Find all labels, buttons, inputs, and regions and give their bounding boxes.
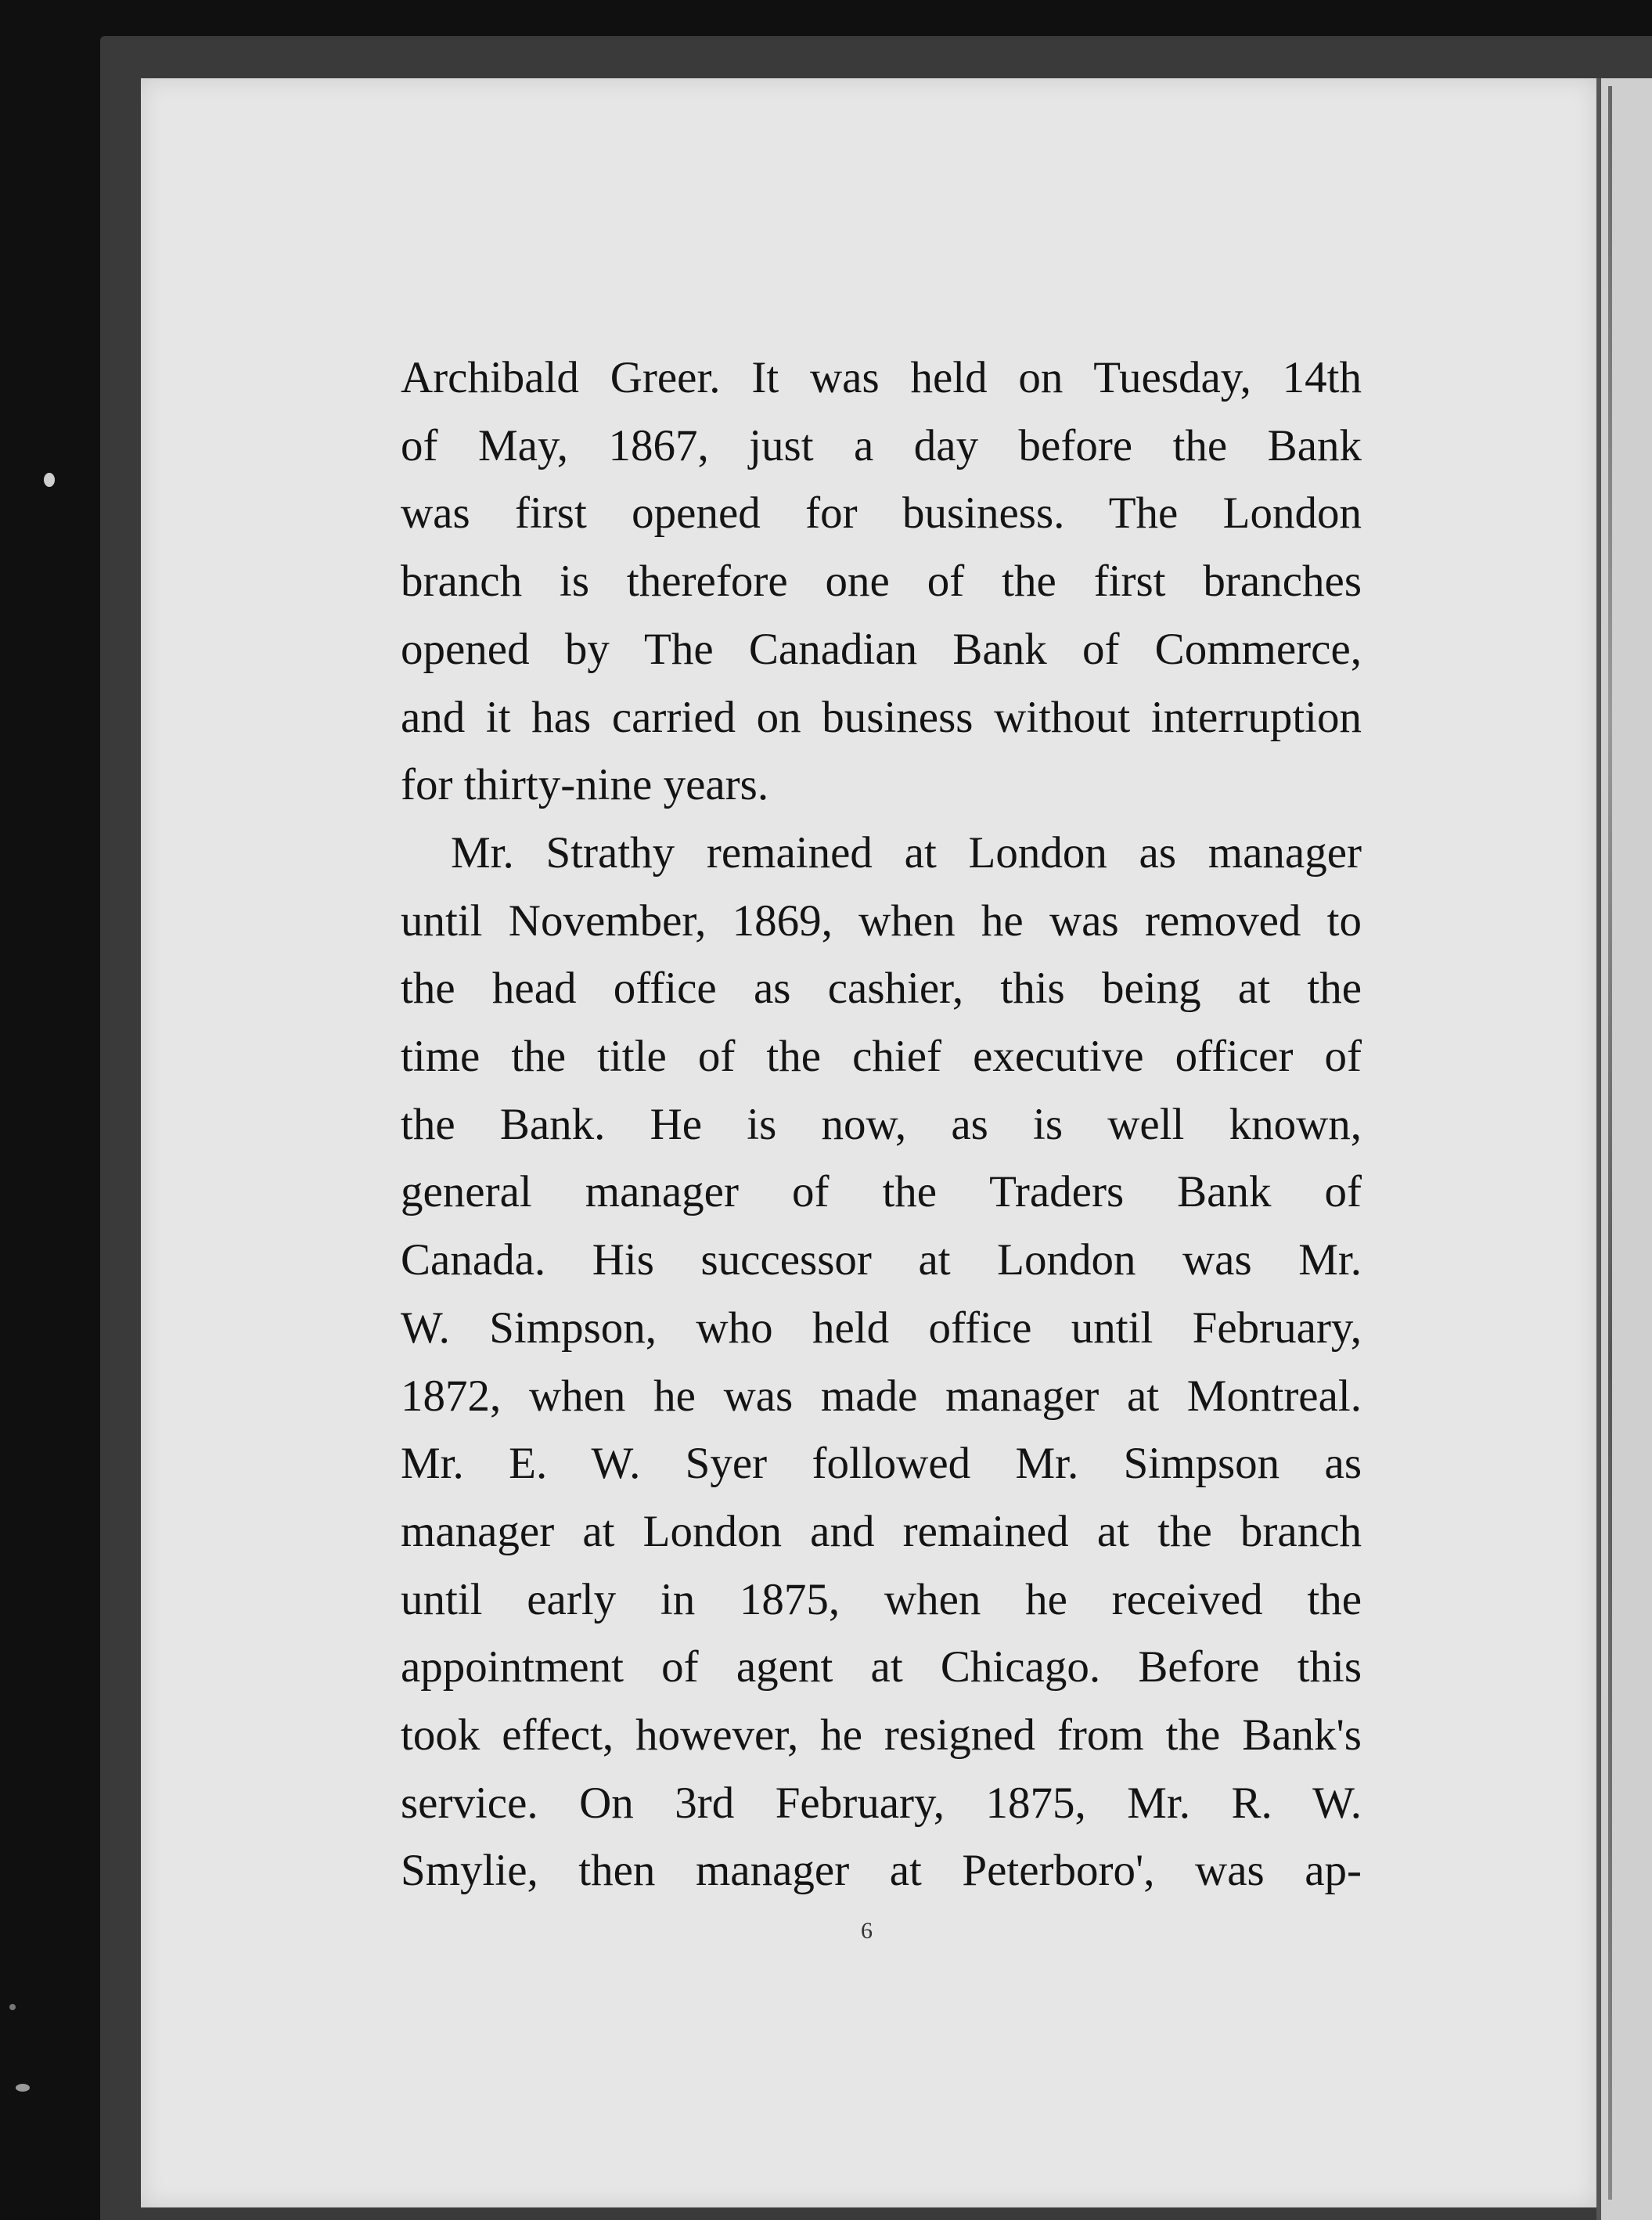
text-line: W. Simpson, who held office until February, [401,1303,1362,1353]
text-line: 1872, when he was made manager at Montreal. [401,1371,1362,1421]
text-line: the head office as cashier, this being at the [401,964,1362,1014]
text-line: Mr. E. W. Syer followed Mr. Simpson as [401,1439,1362,1489]
text-line: Mr. Strathy remained at London as manager [451,827,1362,878]
text-line: Canada. His successor at London was Mr. [401,1235,1362,1285]
text-line: Smylie, then manager at Peterboro', was ap- [401,1846,1362,1896]
speck-left-2 [16,2084,30,2092]
text-line: time the title of the chief executive officer of [401,1032,1362,1082]
text-line: until November, 1869, when he was removed to [401,896,1362,946]
page-number: 6 [861,1918,873,1944]
speck-left-1 [44,473,55,487]
text-line: was first opened for business. The London [401,488,1362,539]
text-line: took effect, however, he resigned from the Bank's [401,1710,1362,1761]
text-line: the Bank. He is now, as is well known, [401,1099,1362,1149]
text-line: of May, 1867, just a day before the Bank [401,420,1362,470]
body-text [401,344,1362,1905]
text-line: opened by The Canadian Bank of Commerce, [401,624,1362,674]
text-line: branch is therefore one of the first branches [401,557,1362,607]
text-line: for thirty-nine years. [401,760,769,810]
text-line: and it has carried on business without interruption [401,692,1362,742]
text-line: appointment of agent at Chicago. Before this [401,1642,1362,1692]
text-line: Archibald Greer. It was held on Tuesday, 14th [401,353,1362,402]
text-line: manager at London and remained at the branch [401,1506,1362,1556]
facing-page-gutter [1596,78,1652,2220]
text-line: general manager of the Traders Bank of [401,1167,1362,1217]
speck-left-3 [9,2004,16,2010]
gutter-shadow [1608,86,1612,2200]
text-line: service. On 3rd February, 1875, Mr. R. W. [401,1778,1362,1828]
text-line: until early in 1875, when he received the [401,1574,1362,1624]
